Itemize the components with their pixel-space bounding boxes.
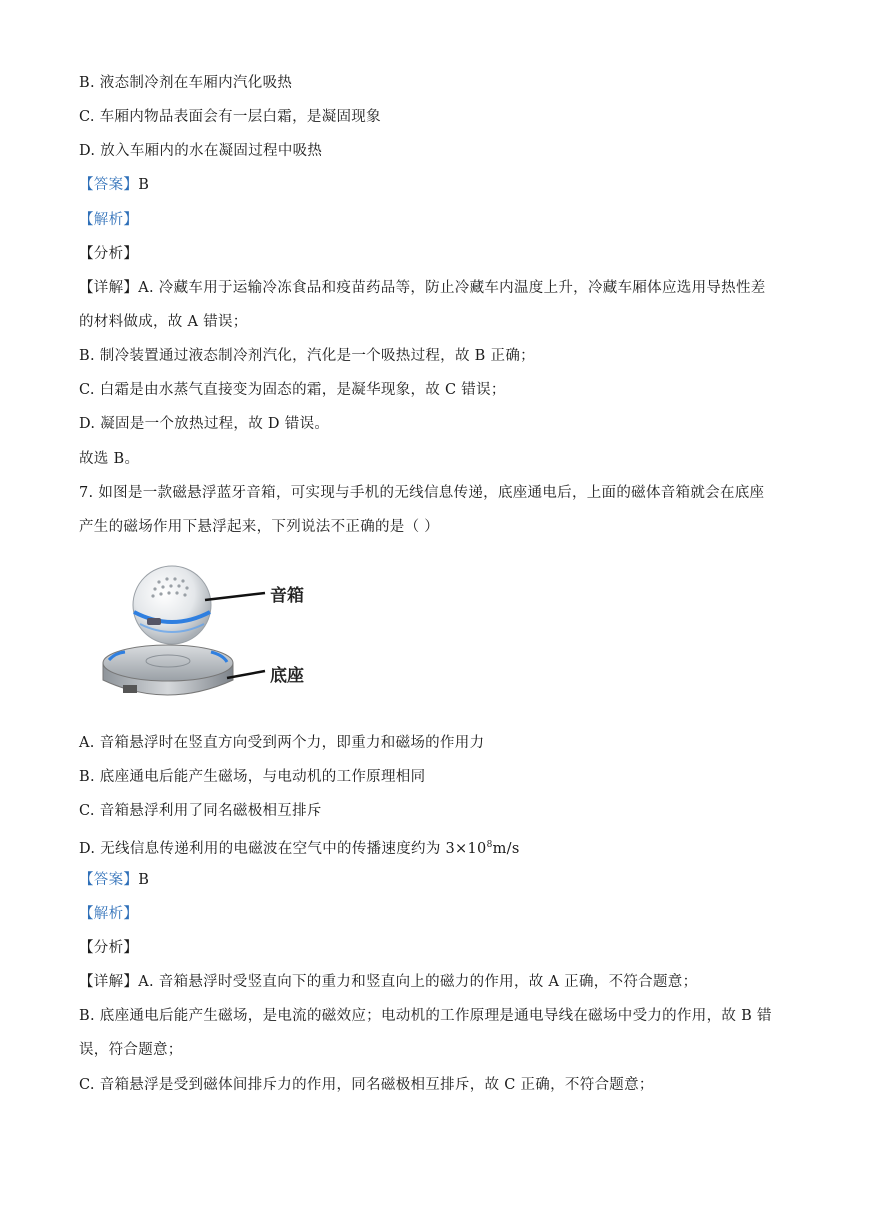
q6-conclusion: 故选 B。 — [79, 451, 140, 467]
option-d-text: D. 无线信息传递利用的电磁波在空气中的传播速度约为 3×10 — [79, 840, 487, 857]
speaker-sphere — [133, 566, 211, 644]
q7-answer — [79, 870, 149, 890]
q7-option-c: C. 音箱悬浮利用了同名磁极相互排斥 — [79, 803, 322, 819]
q7-stem-line2: 产生的磁场作用下悬浮起来，下列说法不正确的是（ ） — [79, 519, 440, 535]
maglev-speaker-figure — [95, 560, 335, 708]
q6-option-b: B. 液态制冷剂在车厢内汽化吸热 — [79, 75, 293, 91]
q7-option-a: A. 音箱悬浮时在竖直方向受到两个力，即重力和磁场的作用力 — [79, 735, 485, 751]
q6-option-d: D. 放入车厢内的水在凝固过程中吸热 — [79, 143, 323, 159]
answer-label: 【答案】 — [79, 872, 139, 888]
q7-option-b: B. 底座通电后能产生磁场，与电动机的工作原理相同 — [79, 769, 426, 785]
q7-detail-b-line2: 误，符合题意； — [79, 1042, 183, 1058]
q6-detail-a-line1: 【详解】A. 冷藏车用于运输冷冻食品和疫苗药品等，防止冷藏车内温度上升，冷藏车厢体应选用导热性差 — [79, 280, 766, 296]
q6-detail-b: B. 制冷装置通过液态制冷剂汽化，汽化是一个吸热过程，故 B 正确； — [79, 348, 535, 364]
answer-value: B — [138, 177, 150, 193]
answer-value: B — [138, 872, 150, 888]
q6-jiexi-heading: 【解析】 — [79, 212, 139, 228]
q7-detail-b-line1: B. 底座通电后能产生磁场，是电流的磁效应；电动机的工作原理是通电导线在磁场中受力的作用，故 B 错 — [79, 1008, 772, 1024]
base-label: 底座 — [270, 666, 304, 686]
q6-fenxi-heading: 【分析】 — [79, 246, 139, 262]
speaker-label: 音箱 — [270, 586, 304, 606]
option-d-unit: m/s — [492, 840, 520, 857]
q6-detail-a-line2: 的材料做成，故 A 错误； — [79, 314, 248, 330]
q6-option-c: C. 车厢内物品表面会有一层白霜，是凝固现象 — [79, 109, 381, 125]
q6-detail-c: C. 白霜是由水蒸气直接变为固态的霜，是凝华现象，故 C 错误； — [79, 382, 506, 398]
q7-fenxi-heading: 【分析】 — [79, 940, 139, 956]
q7-jiexi-heading: 【解析】 — [79, 906, 139, 922]
q7-stem-line1: 7. 如图是一款磁悬浮蓝牙音箱，可实现与手机的无线信息传递，底座通电后，上面的磁体音箱就会在底座 — [79, 485, 765, 501]
answer-label: 【答案】 — [79, 177, 139, 193]
q7-detail-c: C. 音箱悬浮是受到磁体间排斥力的作用，同名磁极相互排斥，故 C 正确，不符合题意； — [79, 1077, 654, 1093]
option-d-exponent: 8 — [486, 840, 493, 850]
q7-detail-a: 【详解】A. 音箱悬浮时受竖直向下的重力和竖直向上的磁力的作用，故 A 正确，不符合题意； — [79, 974, 698, 990]
q6-detail-d: D. 凝固是一个放热过程，故 D 错误。 — [79, 416, 330, 432]
q6-answer — [79, 175, 149, 195]
speaker-leader-line — [205, 593, 265, 600]
q7-option-d — [79, 835, 520, 859]
magnetic-base — [103, 645, 233, 695]
